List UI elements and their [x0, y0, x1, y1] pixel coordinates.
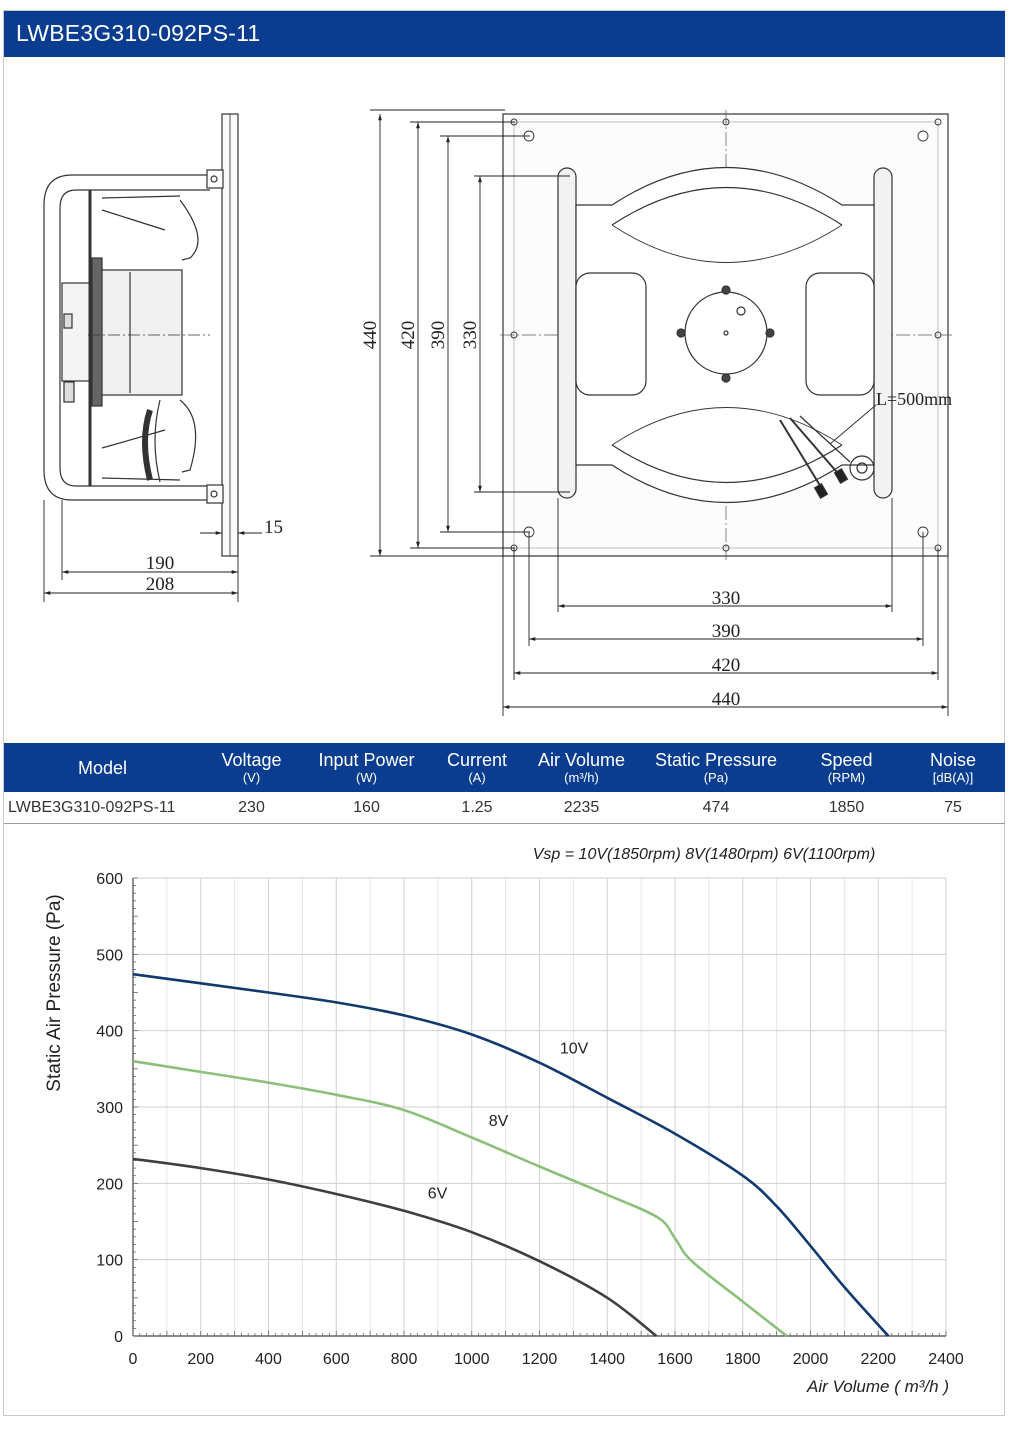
cable-length-label: L=500mm — [876, 389, 953, 409]
series-line-8v — [133, 1061, 787, 1336]
y-tick-label: 100 — [96, 1252, 123, 1270]
y-tick-label: 300 — [96, 1100, 123, 1117]
col-static-pressure: Static Pressure (Pa) — [640, 743, 792, 792]
chart-annotation: Vsp = 10V(1850rpm) 8V(1480rpm) 6V(1100rpm) — [532, 846, 876, 863]
front-view — [500, 110, 952, 560]
spec-table — [4, 743, 1005, 824]
y-tick-label: 500 — [96, 947, 123, 965]
performance-chart — [0, 830, 1010, 1410]
cell-model: LWBE3G310-092PS-11 — [4, 792, 201, 824]
y-tick-label: 200 — [96, 1176, 123, 1194]
cell-input-power: 160 — [302, 792, 431, 824]
chart-labels — [96, 871, 964, 1368]
x-tick-label: 1800 — [724, 1351, 761, 1368]
x-tick-label: 2000 — [792, 1351, 829, 1368]
x-tick-label: 200 — [187, 1351, 215, 1368]
x-tick-label: 2200 — [860, 1351, 897, 1368]
side-view — [44, 114, 238, 556]
cell-current: 1.25 — [431, 792, 523, 824]
chart-series-group — [133, 974, 888, 1336]
x-tick-label: 800 — [390, 1351, 418, 1368]
front-hdim-390: 390 — [711, 621, 741, 642]
x-tick-label: 1600 — [657, 1351, 693, 1368]
y-axis-label: Static Air Pressure (Pa) — [44, 894, 65, 1092]
series-line-6v — [133, 1159, 656, 1336]
x-axis-label: Air Volume ( m³/h ) — [806, 1377, 950, 1396]
col-noise: Noise [dB(A)] — [901, 743, 1005, 792]
x-tick-label: 1400 — [589, 1351, 626, 1368]
x-tick-label: 1200 — [521, 1351, 558, 1368]
side-dim-208: 208 — [145, 574, 175, 595]
y-tick-label: 600 — [96, 871, 123, 888]
side-dim-15: 15 — [264, 517, 283, 538]
series-label-6v: 6V — [427, 1185, 448, 1203]
col-air-volume: Air Volume (m³/h) — [523, 743, 640, 792]
front-vdim-420: 420 — [398, 320, 419, 350]
x-tick-label: 400 — [255, 1351, 282, 1368]
x-tick-label: 2400 — [928, 1351, 964, 1368]
cell-speed: 1850 — [792, 792, 901, 824]
front-hdim-330: 330 — [711, 588, 741, 609]
cell-voltage: 230 — [201, 792, 302, 824]
cell-air-volume: 2235 — [523, 792, 640, 824]
side-dim-190: 190 — [145, 553, 175, 574]
page-title: LWBE3G310-092PS-11 — [16, 20, 261, 46]
col-current: Current (A) — [431, 743, 523, 792]
spec-header-row — [4, 743, 1005, 792]
x-tick-label: 0 — [128, 1351, 138, 1368]
front-vdim-390: 390 — [428, 320, 449, 350]
front-hdim-440: 440 — [711, 689, 741, 710]
col-model: Model — [4, 743, 201, 792]
cell-noise: 75 — [901, 792, 1005, 824]
chart-grid — [133, 878, 946, 1336]
table-row — [4, 792, 1005, 824]
cell-static-pressure: 474 — [640, 792, 792, 824]
col-input-power: Input Power (W) — [302, 743, 431, 792]
front-vdim-440: 440 — [360, 320, 381, 350]
series-label-10v: 10V — [559, 1040, 589, 1058]
col-voltage: Voltage (V) — [201, 743, 302, 792]
x-tick-label: 1000 — [453, 1351, 490, 1368]
y-tick-label: 0 — [114, 1329, 123, 1346]
col-speed: Speed (RPM) — [792, 743, 901, 792]
series-label-8v: 8V — [488, 1113, 509, 1131]
y-tick-label: 400 — [96, 1023, 123, 1041]
front-hdim-420: 420 — [711, 655, 741, 676]
x-tick-label: 600 — [322, 1351, 350, 1368]
front-vdim-330: 330 — [460, 320, 481, 350]
